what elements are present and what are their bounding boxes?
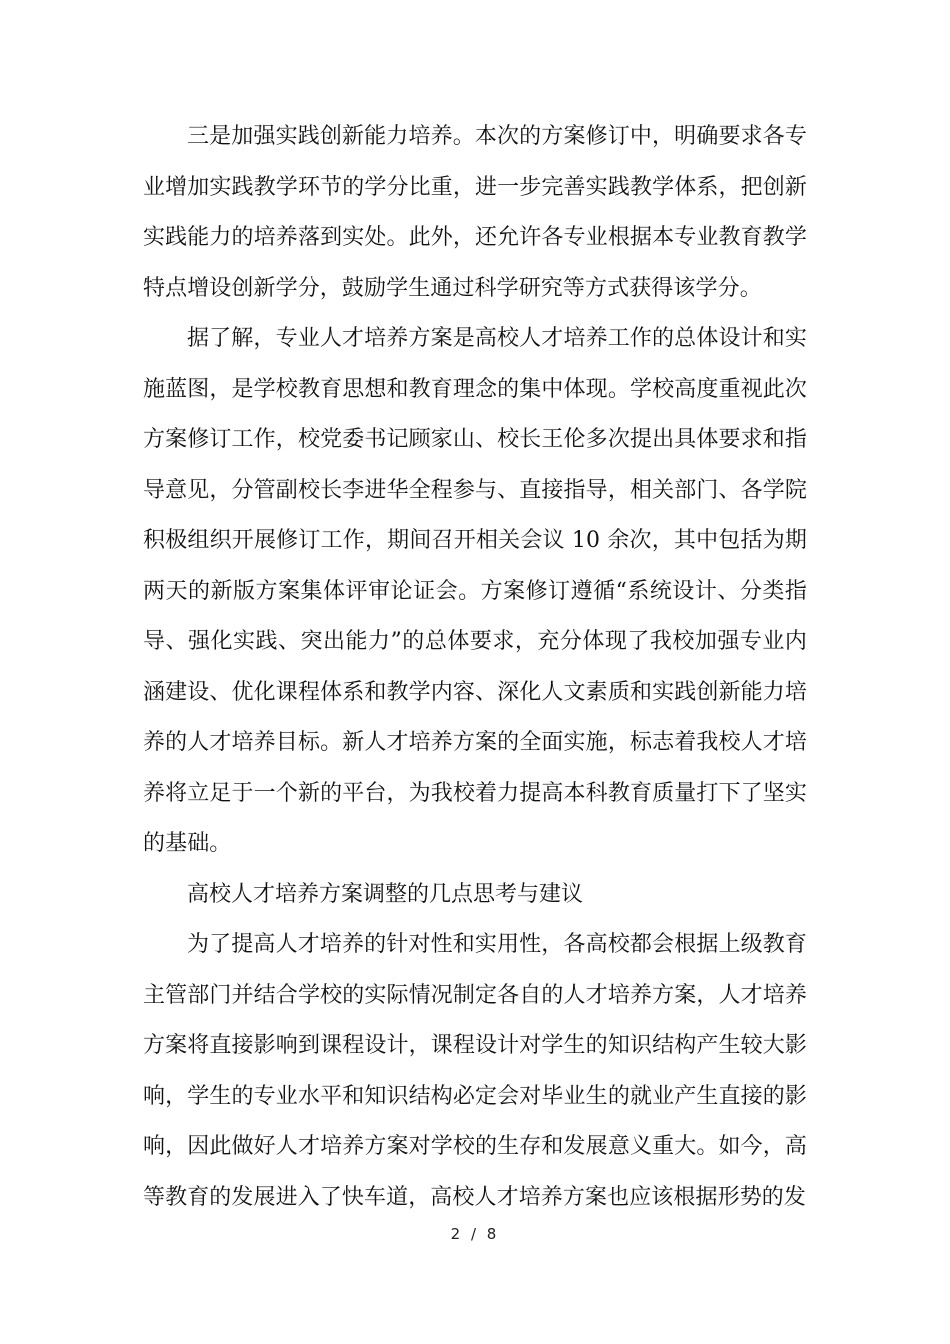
body-paragraph-practice: 三是加强实践创新能力培养。本次的方案修订中，明确要求各专业增加实践教学环节的学分比重，进一步完善实践教学体系，把创新实践能力的培养落到实处。此外，还允许各专业根据本专业教育教学特点增设创新学分，鼓励学生通过科学研究等方式获得该学分。 xyxy=(143,124,807,301)
section-heading: 高校人才培养方案调整的几点思考与建议 xyxy=(187,881,584,907)
page-number: 2 / 8 xyxy=(450,1225,500,1243)
body-paragraph-overview: 据了解，专业人才培养方案是高校人才培养工作的总体设计和实施蓝图，是学校教育思想和教育理念的集中体现。学校高度重视此次方案修订工作，校党委书记顾家山、校长王伦多次提出具体要求和指导意见，分管副校长李进华全程参与、直接指导，相关部门、各学院积极组织开展修订工作，期间召开相关会议 10 余次，其中包括为期两天的新版方案集体评审论证会。方案修订遵循“系统设计、分类指导、强化实践、突出能力”的总体要求，充分体现了我校加强专业内涵建设、优化课程体系和教学内容、深化人文素质和实践创新能力培养的人才培养目标。新人才培养方案的全面实施，标志着我校人才培养将立足于一个新的平台，为我校着力提高本科教育质量打下了坚实的基础。 xyxy=(143,326,807,856)
body-paragraph-section: 为了提高人才培养的针对性和实用性，各高校都会根据上级教育主管部门并结合学校的实际情况制定各自的人才培养方案，人才培养方案将直接影响到课程设计，课程设计对学生的知识结构产生较大影响，学生的专业水平和知识结构必定会对毕业生的就业产生直接的影响，因此做好人才培养方案对学校的生存和发展意义重大。如今，高等教育的发展进入了快车道，高校人才培养方案也应该根据形势的发 xyxy=(143,932,807,1210)
document-body xyxy=(143,112,807,1223)
